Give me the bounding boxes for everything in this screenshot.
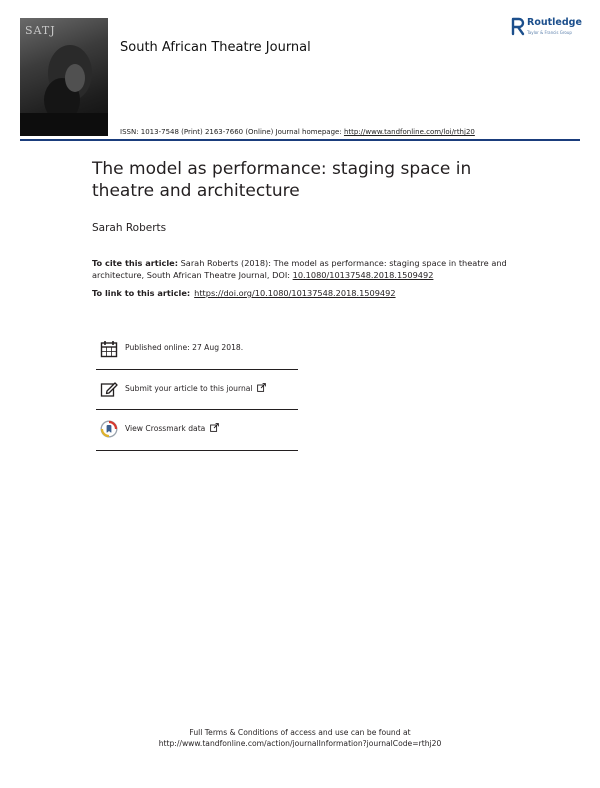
journal-cover-image — [20, 18, 108, 136]
journal-homepage-link[interactable]: http://www.tandfonline.com/loi/rthj20 — [343, 128, 475, 136]
submit-article-label: Submit your article to this journal — [125, 384, 253, 393]
publisher-name: Routledge — [527, 17, 582, 28]
crossmark-link[interactable] — [125, 423, 219, 433]
external-link-icon — [210, 423, 219, 432]
terms-footer — [100, 727, 500, 749]
journal-title: South African Theatre Journal — [120, 40, 311, 55]
issn-line — [120, 128, 475, 136]
cover-logo: SATJ — [25, 24, 56, 37]
link-label: To link to this article: — [92, 288, 191, 298]
crossmark-row[interactable] — [96, 410, 298, 450]
crossmark-label: View Crossmark data — [125, 424, 206, 433]
routledge-r-icon — [510, 16, 526, 36]
article-author: Sarah Roberts — [92, 222, 167, 234]
published-row — [96, 330, 298, 370]
article-doi-url[interactable]: https://doi.org/10.1080/10137548.2018.1509492 — [194, 288, 396, 298]
edit-icon — [100, 380, 118, 398]
citation-label: To cite this article: — [92, 258, 178, 268]
crossmark-icon — [100, 420, 118, 438]
terms-url[interactable]: http://www.tandfonline.com/action/journalInformation?journalCode=rthj20 — [158, 739, 442, 748]
header-divider — [20, 139, 580, 141]
publisher-tagline: Taylor & Francis Group — [527, 30, 572, 35]
external-link-icon — [257, 383, 266, 392]
calendar-icon — [100, 340, 118, 358]
publisher-logo[interactable] — [510, 16, 590, 40]
issn-text: ISSN: 1013-7548 (Print) 2163-7660 (Online) Journal homepage: — [120, 128, 344, 136]
published-date: Published online: 27 Aug 2018. — [125, 343, 244, 352]
terms-text: Full Terms & Conditions of access and use can be found at — [189, 728, 411, 737]
submit-article-link[interactable] — [125, 383, 266, 393]
citation-text: Sarah Roberts (2018): The model as performance: staging space in theatre and architecture, South African Theatre Journal, DOI: — [92, 258, 507, 280]
citation-block — [92, 257, 512, 281]
citation-doi-link[interactable]: 10.1080/10137548.2018.1509492 — [292, 270, 434, 280]
row-divider — [96, 450, 298, 451]
article-link-block — [92, 288, 396, 298]
submit-article-row[interactable] — [96, 370, 298, 410]
article-title: The model as performance: staging space in theatre and architecture — [92, 159, 472, 201]
